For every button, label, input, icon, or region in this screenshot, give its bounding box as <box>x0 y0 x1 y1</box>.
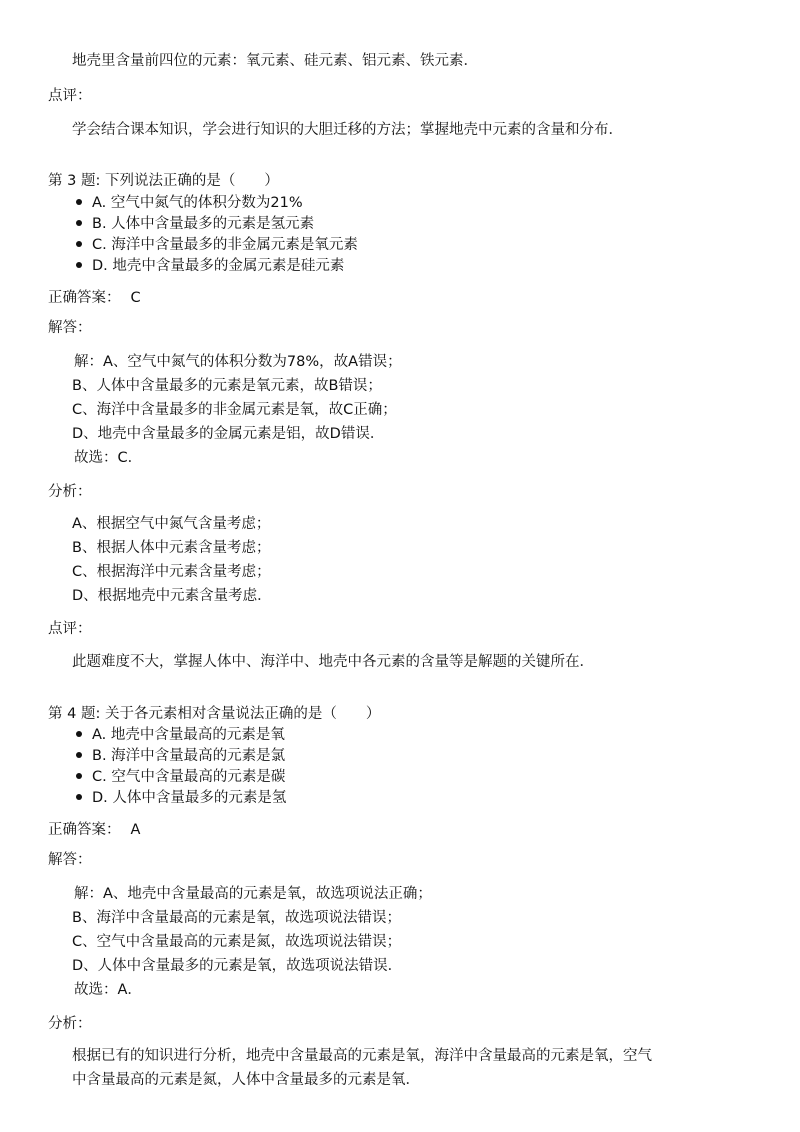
q3-comment-text: 此题难度不大，掌握人体中、海洋中、地壳中各元素的含量等是解题的关键所在． <box>72 654 594 670</box>
q3-solution-line: D、地壳中含量最多的金属元素是铝，故D错误． <box>72 426 385 442</box>
bullet-icon <box>76 752 82 758</box>
q4-correct-label: 正确答案： <box>48 822 121 838</box>
q3-option-a <box>76 193 303 213</box>
q4-option-a-text: A. 地壳中含量最高的元素是氧 <box>92 727 285 743</box>
q3-comment-label: 点评： <box>48 621 92 637</box>
bullet-icon <box>76 241 82 247</box>
q4-solution-line: 解：A、地壳中含量最高的元素是氧，故选项说法正确； <box>74 886 432 902</box>
q4-analysis-label: 分析： <box>48 1016 92 1032</box>
q4-option-d <box>76 788 286 808</box>
q4-solution-label: 解答： <box>48 852 92 868</box>
q3-analysis-line: B、根据人体中元素含量考虑； <box>72 540 271 556</box>
q4-correct-answer <box>48 820 140 840</box>
q3-solution-line: 解：A、空气中氮气的体积分数为78%，故A错误； <box>74 354 402 370</box>
q4-solution-line: B、海洋中含量最高的元素是氧，故选项说法错误； <box>72 910 401 926</box>
q4-option-c <box>76 767 285 787</box>
bullet-icon <box>76 773 82 779</box>
q3-analysis-line: C、根据海洋中元素含量考虑； <box>72 564 271 580</box>
q3-option-d-text: D. 地壳中含量最多的金属元素是硅元素 <box>92 258 345 274</box>
q4-solution-line: 故选：A． <box>74 982 142 998</box>
q4-solution-line: C、空气中含量最高的元素是氮，故选项说法错误； <box>72 934 402 950</box>
q4-correct-value: A <box>130 822 141 838</box>
q3-correct-answer <box>48 288 141 308</box>
q3-option-b-text: B. 人体中含量最多的元素是氢元素 <box>92 216 315 232</box>
q3-option-c <box>76 235 358 255</box>
q3-correct-label: 正确答案： <box>48 290 121 306</box>
q3-solution-line: C、海洋中含量最多的非金属元素是氧，故C正确； <box>72 402 397 418</box>
q4-solution-line: D、人体中含量最多的元素是氧，故选项说法错误． <box>72 958 403 974</box>
bullet-icon <box>76 220 82 226</box>
q4-option-b <box>76 746 285 766</box>
q3-analysis-label: 分析： <box>48 484 92 500</box>
q4-option-c-text: C. 空气中含量最高的元素是碳 <box>92 769 286 785</box>
q4-analysis-line: 根据已有的知识进行分析，地壳中含量最高的元素是氧，海洋中含量最高的元素是氧，空气 <box>72 1048 652 1064</box>
bullet-icon <box>76 199 82 205</box>
intro-comment-text: 学会结合课本知识，学会进行知识的大胆迁移的方法；掌握地壳中元素的含量和分布． <box>72 122 623 138</box>
intro-text: 地壳里含量前四位的元素：氧元素、硅元素、铝元素、铁元素． <box>72 53 478 69</box>
q3-analysis-line: D、根据地壳中元素含量考虑． <box>72 588 272 604</box>
q3-title: 第 3 题: 下列说法正确的是（ ） <box>48 173 279 189</box>
q3-analysis-line: A、根据空气中氮气含量考虑； <box>72 516 271 532</box>
q4-analysis-line: 中含量最高的元素是氮，人体中含量最多的元素是氧． <box>72 1072 420 1088</box>
q3-solution-label: 解答： <box>48 320 92 336</box>
q4-option-a <box>76 725 285 745</box>
q3-option-c-text: C. 海洋中含量最多的非金属元素是氧元素 <box>92 237 358 253</box>
bullet-icon <box>76 262 82 268</box>
q4-title: 第 4 题: 关于各元素相对含量说法正确的是（ ） <box>48 706 381 722</box>
bullet-icon <box>76 794 82 800</box>
q3-option-d <box>76 256 344 276</box>
bullet-icon <box>76 731 82 737</box>
q3-option-b <box>76 214 314 234</box>
q3-solution-line: B、人体中含量最多的元素是氧元素，故B错误； <box>72 378 382 394</box>
q4-option-d-text: D. 人体中含量最多的元素是氢 <box>92 790 287 806</box>
intro-comment-label: 点评： <box>48 88 92 104</box>
q3-option-a-text: A. 空气中氮气的体积分数为21% <box>92 195 303 211</box>
q3-correct-value: C <box>130 290 141 306</box>
q4-option-b-text: B. 海洋中含量最高的元素是氯 <box>92 748 286 764</box>
q3-solution-line: 故选：C． <box>74 450 143 466</box>
